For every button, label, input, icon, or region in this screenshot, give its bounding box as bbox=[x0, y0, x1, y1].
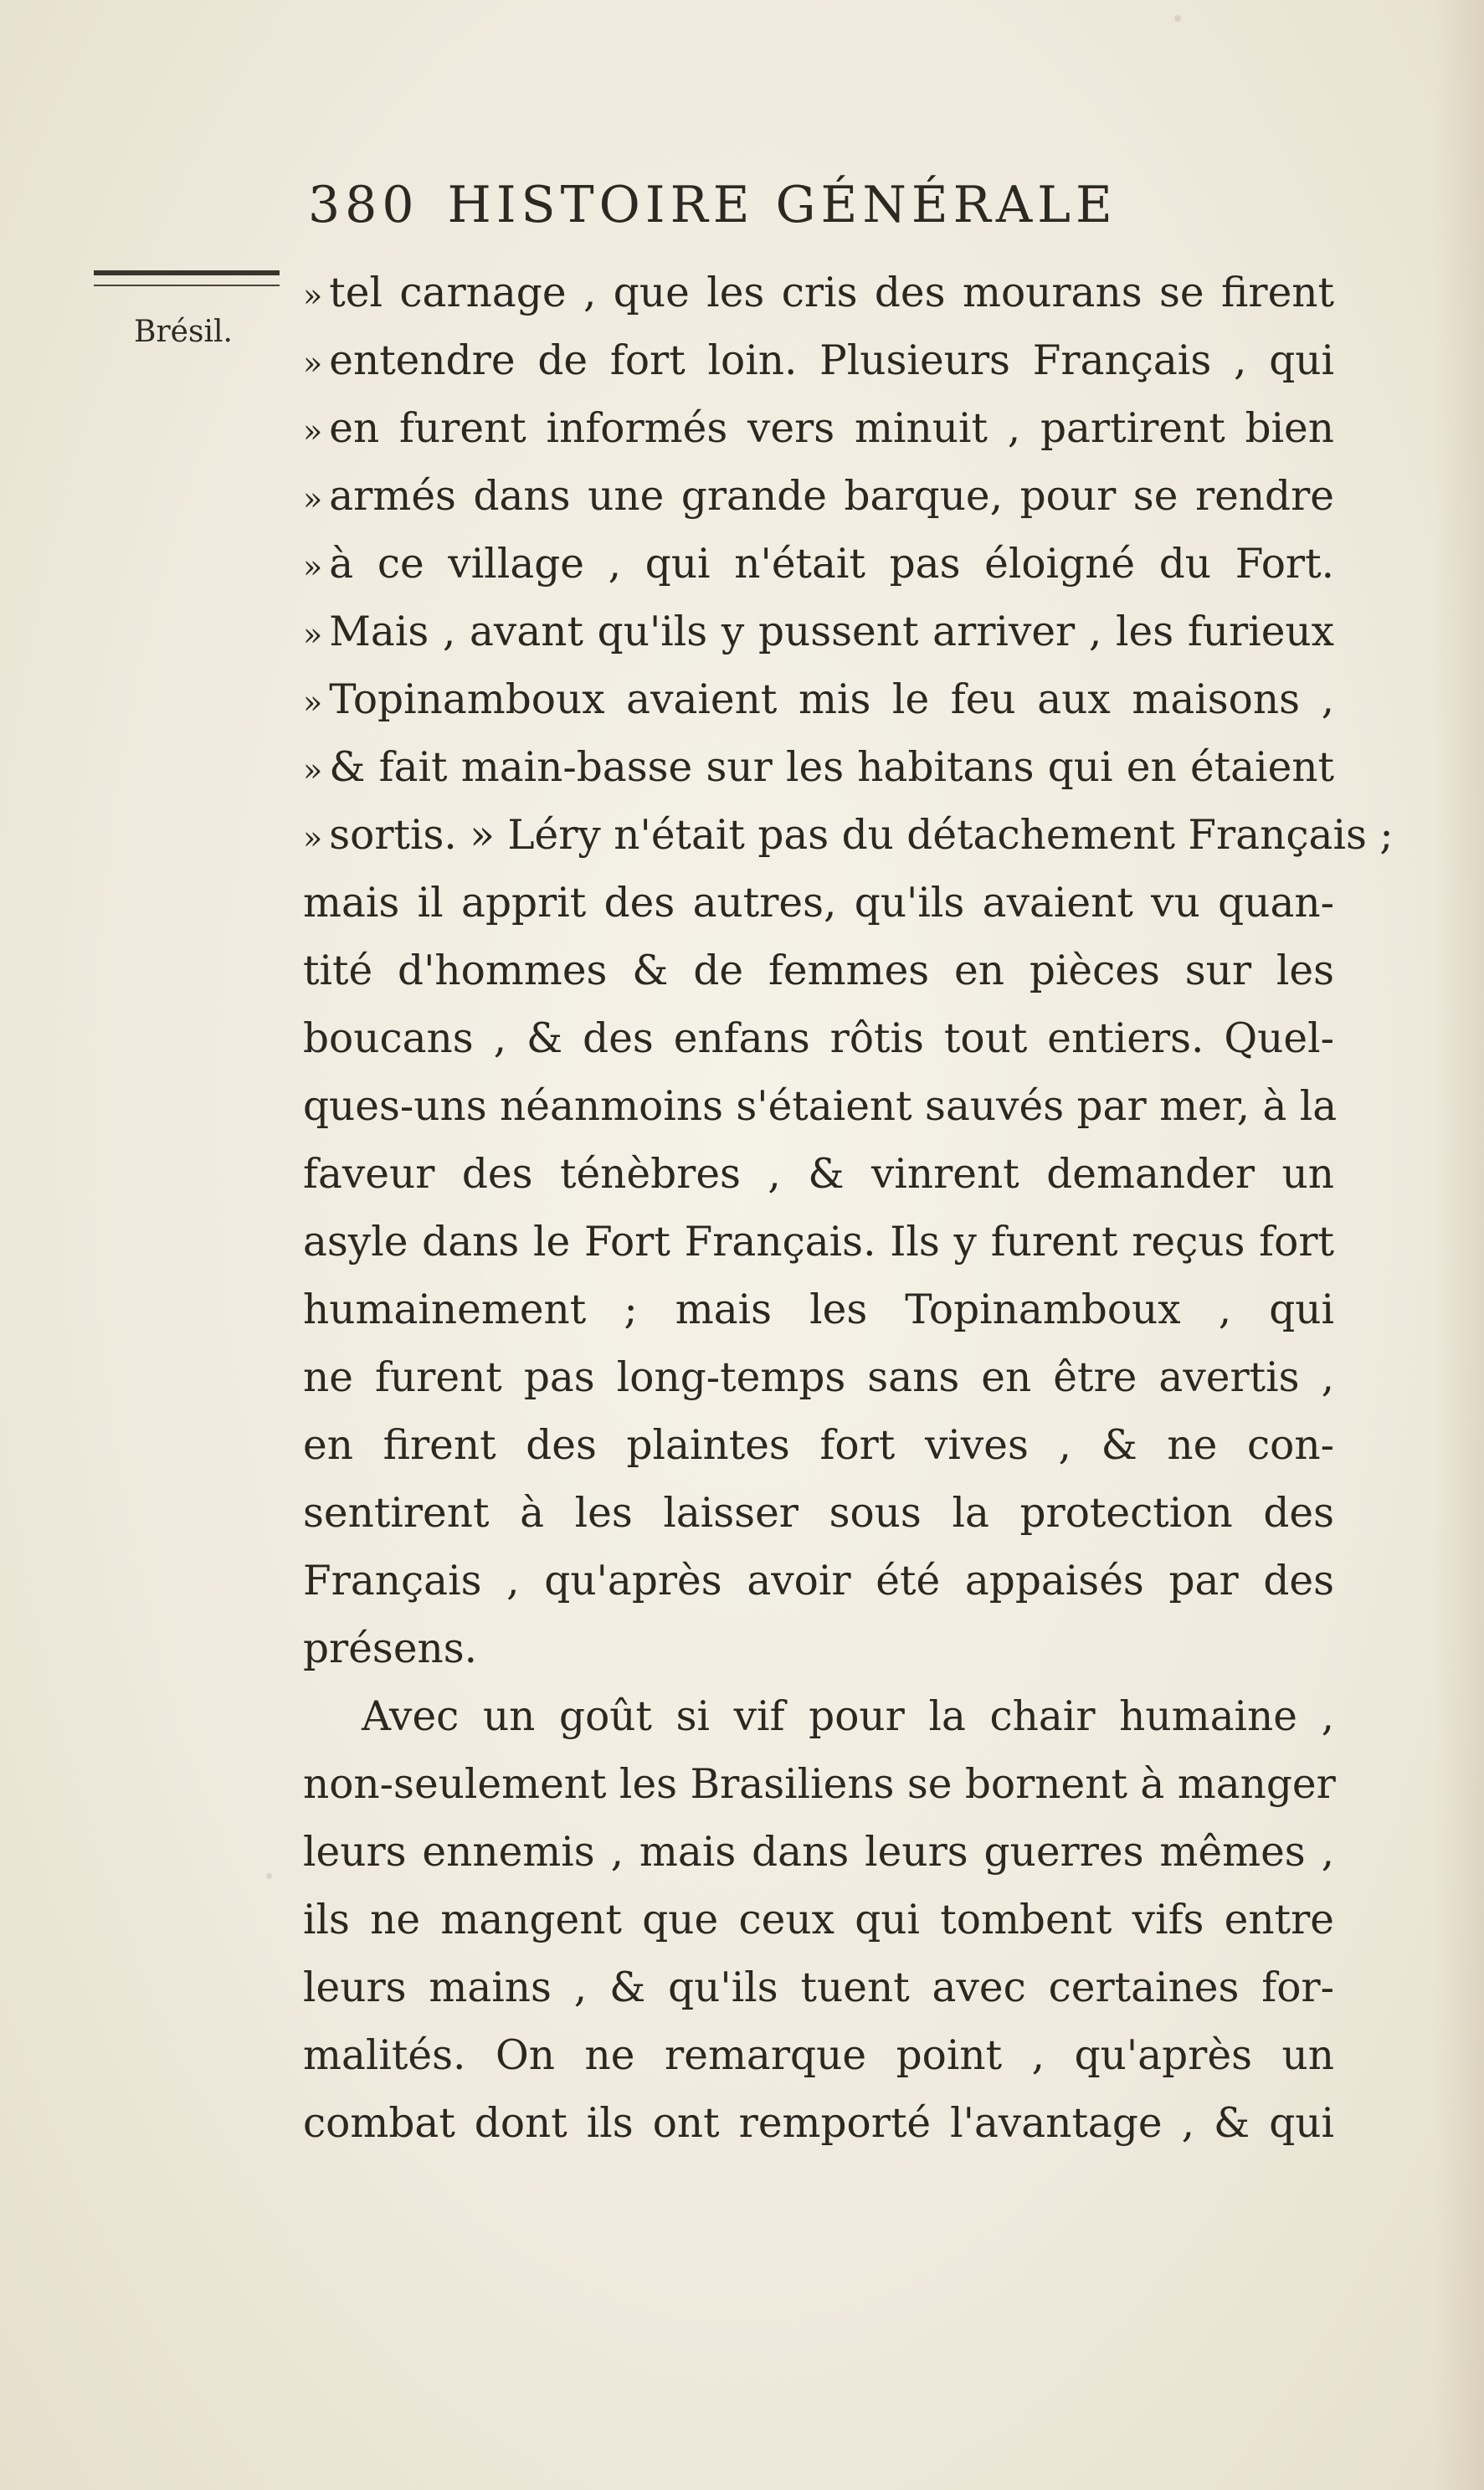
line-text: boucans , & des enfans rôtis tout entiers. Quel- bbox=[303, 1015, 1334, 1062]
page-edge-shadow bbox=[1434, 0, 1484, 2490]
line-text: armés dans une grande barque, pour se rendre bbox=[329, 473, 1334, 520]
text-line bbox=[303, 1005, 1334, 1073]
line-text: leurs ennemis , mais dans leurs guerres mêmes , bbox=[303, 1829, 1334, 1876]
text-line bbox=[303, 1819, 1334, 1887]
text-line bbox=[303, 1412, 1334, 1480]
quote-mark: » bbox=[303, 480, 323, 517]
line-text: ils ne mangent que ceux qui tombent vifs entre bbox=[303, 1897, 1334, 1943]
line-text: ques-uns néanmoins s'étaient sauvés par mer, à la bbox=[303, 1083, 1338, 1130]
text-line bbox=[303, 2090, 1334, 2158]
line-text: tité d'hommes & de femmes en pièces sur les bbox=[303, 947, 1334, 994]
line-text: humainement ; mais les Topinamboux , qui bbox=[303, 1286, 1334, 1333]
text-line bbox=[303, 1480, 1334, 1548]
quote-mark: » bbox=[303, 684, 323, 721]
text-line bbox=[303, 395, 1334, 463]
line-text: sentirent à les laisser sous la protection des bbox=[303, 1490, 1334, 1537]
running-header bbox=[308, 167, 1212, 243]
line-text: malités. On ne remarque point , qu'après un bbox=[303, 2032, 1334, 2079]
line-text: leurs mains , & qu'ils tuent avec certaines for- bbox=[303, 1964, 1334, 2011]
text-line bbox=[303, 734, 1334, 802]
text-line bbox=[303, 531, 1334, 598]
text-line bbox=[303, 802, 1394, 870]
quote-mark: » bbox=[303, 413, 323, 449]
line-text: en firent des plaintes fort vives , & ne con- bbox=[303, 1422, 1334, 1469]
running-title: HISTOIRE GÉNÉRALE bbox=[447, 176, 1117, 234]
text-line bbox=[303, 1751, 1334, 1819]
text-line bbox=[303, 327, 1334, 395]
line-text: Mais , avant qu'ils y pussent arriver , les furieux bbox=[329, 608, 1334, 655]
line-text: combat dont ils ont remporté l'avantage , & qui bbox=[303, 2100, 1334, 2147]
quote-mark: » bbox=[303, 819, 323, 856]
quote-mark: » bbox=[303, 277, 323, 314]
line-text: entendre de fort loin. Plusieurs Français , qui bbox=[329, 337, 1334, 384]
text-line bbox=[303, 1073, 1338, 1141]
margin-note: Brésil. bbox=[134, 315, 233, 349]
line-text: mais il apprit des autres, qu'ils avaient vu quan- bbox=[303, 880, 1334, 927]
text-line bbox=[303, 1615, 1334, 1683]
text-line bbox=[303, 1887, 1334, 1954]
text-line bbox=[303, 598, 1334, 666]
text-line bbox=[303, 870, 1334, 937]
line-text: présens. bbox=[303, 1625, 478, 1672]
text-line bbox=[303, 463, 1334, 531]
line-text: & fait main-basse sur les habitans qui en étaient bbox=[329, 744, 1334, 791]
line-text: Avec un goût si vif pour la chair humaine , bbox=[362, 1693, 1334, 1740]
quote-mark: » bbox=[303, 616, 323, 653]
line-text: faveur des ténèbres , & vinrent demander un bbox=[303, 1151, 1334, 1198]
line-text: en furent informés vers minuit , partirent bien bbox=[329, 405, 1334, 452]
line-text: asyle dans le Fort Français. Ils y furent reçus fort bbox=[303, 1219, 1334, 1266]
foxing-spot bbox=[1174, 15, 1181, 22]
line-text: sortis. » Léry n'était pas du détachement Français ; bbox=[329, 812, 1394, 859]
quote-mark: » bbox=[303, 752, 323, 788]
text-line bbox=[303, 1209, 1334, 1276]
foxing-spot bbox=[266, 1873, 272, 1879]
margin-rule-thin bbox=[94, 285, 280, 286]
text-line bbox=[303, 259, 1334, 327]
line-text: à ce village , qui n'était pas éloigné du Fort. bbox=[329, 541, 1334, 588]
line-text: tel carnage , que les cris des mourans se firent bbox=[329, 270, 1334, 316]
line-text: Français , qu'après avoir été appaisés par des bbox=[303, 1558, 1334, 1604]
margin-rule-thick bbox=[94, 270, 280, 275]
text-line bbox=[303, 666, 1334, 734]
body-text bbox=[303, 259, 1394, 2158]
text-line bbox=[303, 1548, 1334, 1615]
line-text: Topinamboux avaient mis le feu aux maisons , bbox=[329, 676, 1334, 723]
text-line bbox=[303, 1141, 1334, 1209]
page-number: 380 bbox=[308, 176, 419, 234]
quote-mark: » bbox=[303, 548, 323, 585]
text-line bbox=[303, 2022, 1334, 2090]
text-line bbox=[303, 1276, 1334, 1344]
line-text: ne furent pas long-temps sans en être avertis , bbox=[303, 1354, 1334, 1401]
text-line bbox=[303, 937, 1334, 1005]
line-text: non-seulement les Brasiliens se bornent à manger bbox=[303, 1761, 1336, 1808]
text-line bbox=[303, 1954, 1334, 2022]
text-line bbox=[303, 1683, 1334, 1751]
quote-mark: » bbox=[303, 345, 323, 382]
text-line bbox=[303, 1344, 1334, 1412]
